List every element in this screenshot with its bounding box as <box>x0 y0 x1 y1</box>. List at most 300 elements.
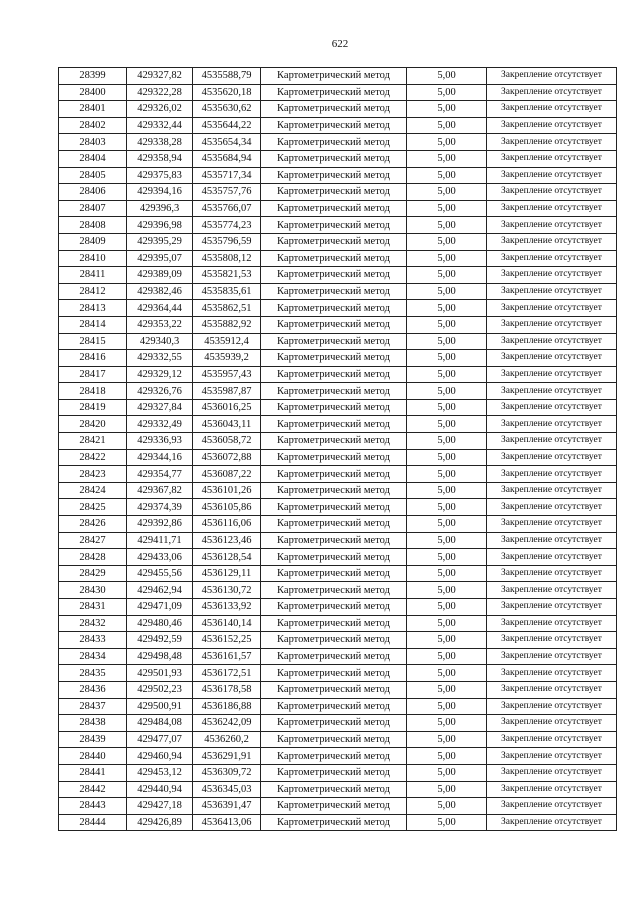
x-coordinate-cell: 429433,06 <box>127 549 193 566</box>
x-coordinate-cell: 429500,91 <box>127 698 193 715</box>
method-cell: Картометрический метод <box>261 167 407 184</box>
point-number-cell: 28438 <box>59 715 127 732</box>
fixing-cell: Закрепление отсутствует <box>487 416 617 433</box>
table-row <box>59 350 617 367</box>
y-coordinate-cell: 4536413,06 <box>193 814 261 831</box>
fixing-cell: Закрепление отсутствует <box>487 300 617 317</box>
method-cell: Картометрический метод <box>261 532 407 549</box>
table-row <box>59 150 617 167</box>
x-coordinate-cell: 429327,82 <box>127 68 193 85</box>
y-coordinate-cell: 4536130,72 <box>193 582 261 599</box>
table-row <box>59 599 617 616</box>
accuracy-cell: 5,00 <box>407 731 487 748</box>
x-coordinate-cell: 429462,94 <box>127 582 193 599</box>
fixing-cell: Закрепление отсутствует <box>487 267 617 284</box>
accuracy-cell: 5,00 <box>407 233 487 250</box>
table-row <box>59 781 617 798</box>
table-row <box>59 117 617 134</box>
point-number-cell: 28413 <box>59 300 127 317</box>
point-number-cell: 28418 <box>59 383 127 400</box>
accuracy-cell: 5,00 <box>407 814 487 831</box>
table-row <box>59 84 617 101</box>
point-number-cell: 28432 <box>59 615 127 632</box>
table-row <box>59 217 617 234</box>
table-row <box>59 565 617 582</box>
table-row <box>59 267 617 284</box>
fixing-cell: Закрепление отсутствует <box>487 184 617 201</box>
method-cell: Картометрический метод <box>261 582 407 599</box>
table-row <box>59 433 617 450</box>
method-cell: Картометрический метод <box>261 781 407 798</box>
accuracy-cell: 5,00 <box>407 167 487 184</box>
table-row <box>59 698 617 715</box>
x-coordinate-cell: 429353,22 <box>127 316 193 333</box>
accuracy-cell: 5,00 <box>407 283 487 300</box>
fixing-cell: Закрепление отсутствует <box>487 200 617 217</box>
point-number-cell: 28421 <box>59 433 127 450</box>
accuracy-cell: 5,00 <box>407 383 487 400</box>
method-cell: Картометрический метод <box>261 433 407 450</box>
x-coordinate-cell: 429332,49 <box>127 416 193 433</box>
method-cell: Картометрический метод <box>261 366 407 383</box>
point-number-cell: 28428 <box>59 549 127 566</box>
method-cell: Картометрический метод <box>261 665 407 682</box>
x-coordinate-cell: 429502,23 <box>127 681 193 698</box>
x-coordinate-cell: 429498,48 <box>127 648 193 665</box>
x-coordinate-cell: 429453,12 <box>127 764 193 781</box>
y-coordinate-cell: 4535717,34 <box>193 167 261 184</box>
method-cell: Картометрический метод <box>261 117 407 134</box>
table-row <box>59 449 617 466</box>
x-coordinate-cell: 429392,86 <box>127 516 193 533</box>
point-number-cell: 28435 <box>59 665 127 682</box>
point-number-cell: 28430 <box>59 582 127 599</box>
method-cell: Картометрический метод <box>261 449 407 466</box>
point-number-cell: 28433 <box>59 632 127 649</box>
accuracy-cell: 5,00 <box>407 267 487 284</box>
accuracy-cell: 5,00 <box>407 648 487 665</box>
y-coordinate-cell: 4535957,43 <box>193 366 261 383</box>
x-coordinate-cell: 429426,89 <box>127 814 193 831</box>
x-coordinate-cell: 429389,09 <box>127 267 193 284</box>
y-coordinate-cell: 4536242,09 <box>193 715 261 732</box>
x-coordinate-cell: 429471,09 <box>127 599 193 616</box>
point-number-cell: 28417 <box>59 366 127 383</box>
point-number-cell: 28403 <box>59 134 127 151</box>
point-number-cell: 28415 <box>59 333 127 350</box>
point-number-cell: 28414 <box>59 316 127 333</box>
y-coordinate-cell: 4535882,92 <box>193 316 261 333</box>
method-cell: Картометрический метод <box>261 549 407 566</box>
accuracy-cell: 5,00 <box>407 101 487 118</box>
accuracy-cell: 5,00 <box>407 516 487 533</box>
method-cell: Картометрический метод <box>261 814 407 831</box>
accuracy-cell: 5,00 <box>407 715 487 732</box>
method-cell: Картометрический метод <box>261 399 407 416</box>
fixing-cell: Закрепление отсутствует <box>487 798 617 815</box>
method-cell: Картометрический метод <box>261 748 407 765</box>
fixing-cell: Закрепление отсутствует <box>487 68 617 85</box>
method-cell: Картометрический метод <box>261 499 407 516</box>
x-coordinate-cell: 429364,44 <box>127 300 193 317</box>
accuracy-cell: 5,00 <box>407 150 487 167</box>
point-number-cell: 28419 <box>59 399 127 416</box>
fixing-cell: Закрепление отсутствует <box>487 101 617 118</box>
accuracy-cell: 5,00 <box>407 117 487 134</box>
x-coordinate-cell: 429358,94 <box>127 150 193 167</box>
method-cell: Картометрический метод <box>261 798 407 815</box>
method-cell: Картометрический метод <box>261 599 407 616</box>
y-coordinate-cell: 4535644,22 <box>193 117 261 134</box>
table-row <box>59 615 617 632</box>
method-cell: Картометрический метод <box>261 715 407 732</box>
table-row <box>59 516 617 533</box>
fixing-cell: Закрепление отсутствует <box>487 399 617 416</box>
point-number-cell: 28410 <box>59 250 127 267</box>
table-row <box>59 632 617 649</box>
table-row <box>59 250 617 267</box>
fixing-cell: Закрепление отсутствует <box>487 532 617 549</box>
fixing-cell: Закрепление отсутствует <box>487 233 617 250</box>
accuracy-cell: 5,00 <box>407 449 487 466</box>
fixing-cell: Закрепление отсутствует <box>487 499 617 516</box>
y-coordinate-cell: 4536186,88 <box>193 698 261 715</box>
table-row <box>59 184 617 201</box>
accuracy-cell: 5,00 <box>407 532 487 549</box>
table-row <box>59 549 617 566</box>
point-number-cell: 28409 <box>59 233 127 250</box>
x-coordinate-cell: 429354,77 <box>127 466 193 483</box>
table-row <box>59 68 617 85</box>
y-coordinate-cell: 4536105,86 <box>193 499 261 516</box>
point-number-cell: 28407 <box>59 200 127 217</box>
x-coordinate-cell: 429411,71 <box>127 532 193 549</box>
accuracy-cell: 5,00 <box>407 466 487 483</box>
table-row <box>59 233 617 250</box>
fixing-cell: Закрепление отсутствует <box>487 715 617 732</box>
method-cell: Картометрический метод <box>261 316 407 333</box>
fixing-cell: Закрепление отсутствует <box>487 283 617 300</box>
table-row <box>59 466 617 483</box>
y-coordinate-cell: 4536260,2 <box>193 731 261 748</box>
point-number-cell: 28400 <box>59 84 127 101</box>
point-number-cell: 28405 <box>59 167 127 184</box>
x-coordinate-cell: 429427,18 <box>127 798 193 815</box>
page-number: 622 <box>331 38 349 50</box>
method-cell: Картометрический метод <box>261 632 407 649</box>
fixing-cell: Закрепление отсутствует <box>487 814 617 831</box>
method-cell: Картометрический метод <box>261 350 407 367</box>
point-number-cell: 28426 <box>59 516 127 533</box>
y-coordinate-cell: 4536087,22 <box>193 466 261 483</box>
fixing-cell: Закрепление отсутствует <box>487 466 617 483</box>
accuracy-cell: 5,00 <box>407 134 487 151</box>
accuracy-cell: 5,00 <box>407 433 487 450</box>
point-number-cell: 28402 <box>59 117 127 134</box>
fixing-cell: Закрепление отсутствует <box>487 781 617 798</box>
x-coordinate-cell: 429484,08 <box>127 715 193 732</box>
y-coordinate-cell: 4536123,46 <box>193 532 261 549</box>
table-row <box>59 300 617 317</box>
method-cell: Картометрический метод <box>261 134 407 151</box>
point-number-cell: 28408 <box>59 217 127 234</box>
y-coordinate-cell: 4536058,72 <box>193 433 261 450</box>
y-coordinate-cell: 4535766,07 <box>193 200 261 217</box>
method-cell: Картометрический метод <box>261 681 407 698</box>
accuracy-cell: 5,00 <box>407 200 487 217</box>
x-coordinate-cell: 429338,28 <box>127 134 193 151</box>
y-coordinate-cell: 4536172,51 <box>193 665 261 682</box>
method-cell: Картометрический метод <box>261 200 407 217</box>
table-row <box>59 532 617 549</box>
point-number-cell: 28423 <box>59 466 127 483</box>
y-coordinate-cell: 4536133,92 <box>193 599 261 616</box>
table-row <box>59 416 617 433</box>
method-cell: Картометрический метод <box>261 283 407 300</box>
point-number-cell: 28442 <box>59 781 127 798</box>
accuracy-cell: 5,00 <box>407 250 487 267</box>
table-row <box>59 283 617 300</box>
method-cell: Картометрический метод <box>261 516 407 533</box>
y-coordinate-cell: 4535630,62 <box>193 101 261 118</box>
accuracy-cell: 5,00 <box>407 184 487 201</box>
y-coordinate-cell: 4535835,61 <box>193 283 261 300</box>
point-number-cell: 28416 <box>59 350 127 367</box>
method-cell: Картометрический метод <box>261 217 407 234</box>
y-coordinate-cell: 4536140,14 <box>193 615 261 632</box>
fixing-cell: Закрепление отсутствует <box>487 648 617 665</box>
y-coordinate-cell: 4536178,58 <box>193 681 261 698</box>
table-row <box>59 482 617 499</box>
table-row <box>59 134 617 151</box>
x-coordinate-cell: 429329,12 <box>127 366 193 383</box>
method-cell: Картометрический метод <box>261 698 407 715</box>
method-cell: Картометрический метод <box>261 383 407 400</box>
x-coordinate-cell: 429396,98 <box>127 217 193 234</box>
x-coordinate-cell: 429340,3 <box>127 333 193 350</box>
x-coordinate-cell: 429440,94 <box>127 781 193 798</box>
fixing-cell: Закрепление отсутствует <box>487 698 617 715</box>
fixing-cell: Закрепление отсутствует <box>487 333 617 350</box>
coordinates-table <box>58 67 617 831</box>
point-number-cell: 28434 <box>59 648 127 665</box>
method-cell: Картометрический метод <box>261 300 407 317</box>
x-coordinate-cell: 429326,76 <box>127 383 193 400</box>
fixing-cell: Закрепление отсутствует <box>487 383 617 400</box>
point-number-cell: 28412 <box>59 283 127 300</box>
y-coordinate-cell: 4535684,94 <box>193 150 261 167</box>
x-coordinate-cell: 429477,07 <box>127 731 193 748</box>
point-number-cell: 28436 <box>59 681 127 698</box>
accuracy-cell: 5,00 <box>407 217 487 234</box>
method-cell: Картометрический метод <box>261 731 407 748</box>
y-coordinate-cell: 4536101,26 <box>193 482 261 499</box>
accuracy-cell: 5,00 <box>407 781 487 798</box>
fixing-cell: Закрепление отсутствует <box>487 599 617 616</box>
y-coordinate-cell: 4535987,87 <box>193 383 261 400</box>
accuracy-cell: 5,00 <box>407 599 487 616</box>
fixing-cell: Закрепление отсутствует <box>487 250 617 267</box>
y-coordinate-cell: 4536128,54 <box>193 549 261 566</box>
accuracy-cell: 5,00 <box>407 549 487 566</box>
method-cell: Картометрический метод <box>261 416 407 433</box>
method-cell: Картометрический метод <box>261 250 407 267</box>
accuracy-cell: 5,00 <box>407 84 487 101</box>
fixing-cell: Закрепление отсутствует <box>487 84 617 101</box>
x-coordinate-cell: 429501,93 <box>127 665 193 682</box>
accuracy-cell: 5,00 <box>407 333 487 350</box>
table-row <box>59 665 617 682</box>
point-number-cell: 28406 <box>59 184 127 201</box>
method-cell: Картометрический метод <box>261 764 407 781</box>
y-coordinate-cell: 4535912,4 <box>193 333 261 350</box>
table-row <box>59 383 617 400</box>
x-coordinate-cell: 429344,16 <box>127 449 193 466</box>
x-coordinate-cell: 429327,84 <box>127 399 193 416</box>
fixing-cell: Закрепление отсутствует <box>487 366 617 383</box>
y-coordinate-cell: 4535774,23 <box>193 217 261 234</box>
y-coordinate-cell: 4536345,03 <box>193 781 261 798</box>
y-coordinate-cell: 4535862,51 <box>193 300 261 317</box>
y-coordinate-cell: 4536161,57 <box>193 648 261 665</box>
method-cell: Картометрический метод <box>261 615 407 632</box>
fixing-cell: Закрепление отсутствует <box>487 482 617 499</box>
table-row <box>59 499 617 516</box>
table-row <box>59 167 617 184</box>
accuracy-cell: 5,00 <box>407 764 487 781</box>
table-row <box>59 648 617 665</box>
x-coordinate-cell: 429332,44 <box>127 117 193 134</box>
table-row <box>59 582 617 599</box>
table-row <box>59 715 617 732</box>
method-cell: Картометрический метод <box>261 68 407 85</box>
table-row <box>59 101 617 118</box>
point-number-cell: 28424 <box>59 482 127 499</box>
x-coordinate-cell: 429375,83 <box>127 167 193 184</box>
point-number-cell: 28411 <box>59 267 127 284</box>
x-coordinate-cell: 429326,02 <box>127 101 193 118</box>
accuracy-cell: 5,00 <box>407 350 487 367</box>
x-coordinate-cell: 429396,3 <box>127 200 193 217</box>
fixing-cell: Закрепление отсутствует <box>487 350 617 367</box>
fixing-cell: Закрепление отсутствует <box>487 150 617 167</box>
y-coordinate-cell: 4535796,59 <box>193 233 261 250</box>
x-coordinate-cell: 429395,29 <box>127 233 193 250</box>
fixing-cell: Закрепление отсутствует <box>487 134 617 151</box>
fixing-cell: Закрепление отсутствует <box>487 449 617 466</box>
fixing-cell: Закрепление отсутствует <box>487 764 617 781</box>
fixing-cell: Закрепление отсутствует <box>487 665 617 682</box>
y-coordinate-cell: 4536391,47 <box>193 798 261 815</box>
y-coordinate-cell: 4535808,12 <box>193 250 261 267</box>
x-coordinate-cell: 429382,46 <box>127 283 193 300</box>
accuracy-cell: 5,00 <box>407 681 487 698</box>
y-coordinate-cell: 4535588,79 <box>193 68 261 85</box>
fixing-cell: Закрепление отсутствует <box>487 615 617 632</box>
accuracy-cell: 5,00 <box>407 482 487 499</box>
point-number-cell: 28404 <box>59 150 127 167</box>
method-cell: Картометрический метод <box>261 233 407 250</box>
accuracy-cell: 5,00 <box>407 632 487 649</box>
x-coordinate-cell: 429332,55 <box>127 350 193 367</box>
accuracy-cell: 5,00 <box>407 300 487 317</box>
accuracy-cell: 5,00 <box>407 499 487 516</box>
method-cell: Картометрический метод <box>261 565 407 582</box>
accuracy-cell: 5,00 <box>407 798 487 815</box>
accuracy-cell: 5,00 <box>407 665 487 682</box>
y-coordinate-cell: 4536309,72 <box>193 764 261 781</box>
point-number-cell: 28422 <box>59 449 127 466</box>
point-number-cell: 28444 <box>59 814 127 831</box>
y-coordinate-cell: 4536116,06 <box>193 516 261 533</box>
point-number-cell: 28427 <box>59 532 127 549</box>
accuracy-cell: 5,00 <box>407 565 487 582</box>
x-coordinate-cell: 429492,59 <box>127 632 193 649</box>
y-coordinate-cell: 4536291,91 <box>193 748 261 765</box>
accuracy-cell: 5,00 <box>407 316 487 333</box>
fixing-cell: Закрепление отсутствует <box>487 582 617 599</box>
fixing-cell: Закрепление отсутствует <box>487 316 617 333</box>
fixing-cell: Закрепление отсутствует <box>487 681 617 698</box>
fixing-cell: Закрепление отсутствует <box>487 632 617 649</box>
accuracy-cell: 5,00 <box>407 416 487 433</box>
point-number-cell: 28440 <box>59 748 127 765</box>
y-coordinate-cell: 4535821,53 <box>193 267 261 284</box>
table-row <box>59 764 617 781</box>
table-row <box>59 366 617 383</box>
point-number-cell: 28429 <box>59 565 127 582</box>
fixing-cell: Закрепление отсутствует <box>487 167 617 184</box>
point-number-cell: 28439 <box>59 731 127 748</box>
x-coordinate-cell: 429322,28 <box>127 84 193 101</box>
accuracy-cell: 5,00 <box>407 748 487 765</box>
y-coordinate-cell: 4536043,11 <box>193 416 261 433</box>
y-coordinate-cell: 4535620,18 <box>193 84 261 101</box>
table-row <box>59 731 617 748</box>
point-number-cell: 28420 <box>59 416 127 433</box>
fixing-cell: Закрепление отсутствует <box>487 433 617 450</box>
x-coordinate-cell: 429367,82 <box>127 482 193 499</box>
x-coordinate-cell: 429336,93 <box>127 433 193 450</box>
method-cell: Картометрический метод <box>261 333 407 350</box>
table-row <box>59 333 617 350</box>
table-row <box>59 316 617 333</box>
method-cell: Картометрический метод <box>261 267 407 284</box>
fixing-cell: Закрепление отсутствует <box>487 748 617 765</box>
y-coordinate-cell: 4536152,25 <box>193 632 261 649</box>
y-coordinate-cell: 4535939,2 <box>193 350 261 367</box>
table-body <box>59 68 617 831</box>
point-number-cell: 28437 <box>59 698 127 715</box>
accuracy-cell: 5,00 <box>407 366 487 383</box>
table-row <box>59 798 617 815</box>
point-number-cell: 28431 <box>59 599 127 616</box>
method-cell: Картометрический метод <box>261 648 407 665</box>
fixing-cell: Закрепление отсутствует <box>487 117 617 134</box>
accuracy-cell: 5,00 <box>407 399 487 416</box>
y-coordinate-cell: 4536016,25 <box>193 399 261 416</box>
table-row <box>59 748 617 765</box>
fixing-cell: Закрепление отсутствует <box>487 217 617 234</box>
method-cell: Картометрический метод <box>261 482 407 499</box>
method-cell: Картометрический метод <box>261 101 407 118</box>
x-coordinate-cell: 429455,56 <box>127 565 193 582</box>
point-number-cell: 28441 <box>59 764 127 781</box>
y-coordinate-cell: 4536129,11 <box>193 565 261 582</box>
method-cell: Картометрический метод <box>261 184 407 201</box>
table-row <box>59 200 617 217</box>
table-row <box>59 399 617 416</box>
